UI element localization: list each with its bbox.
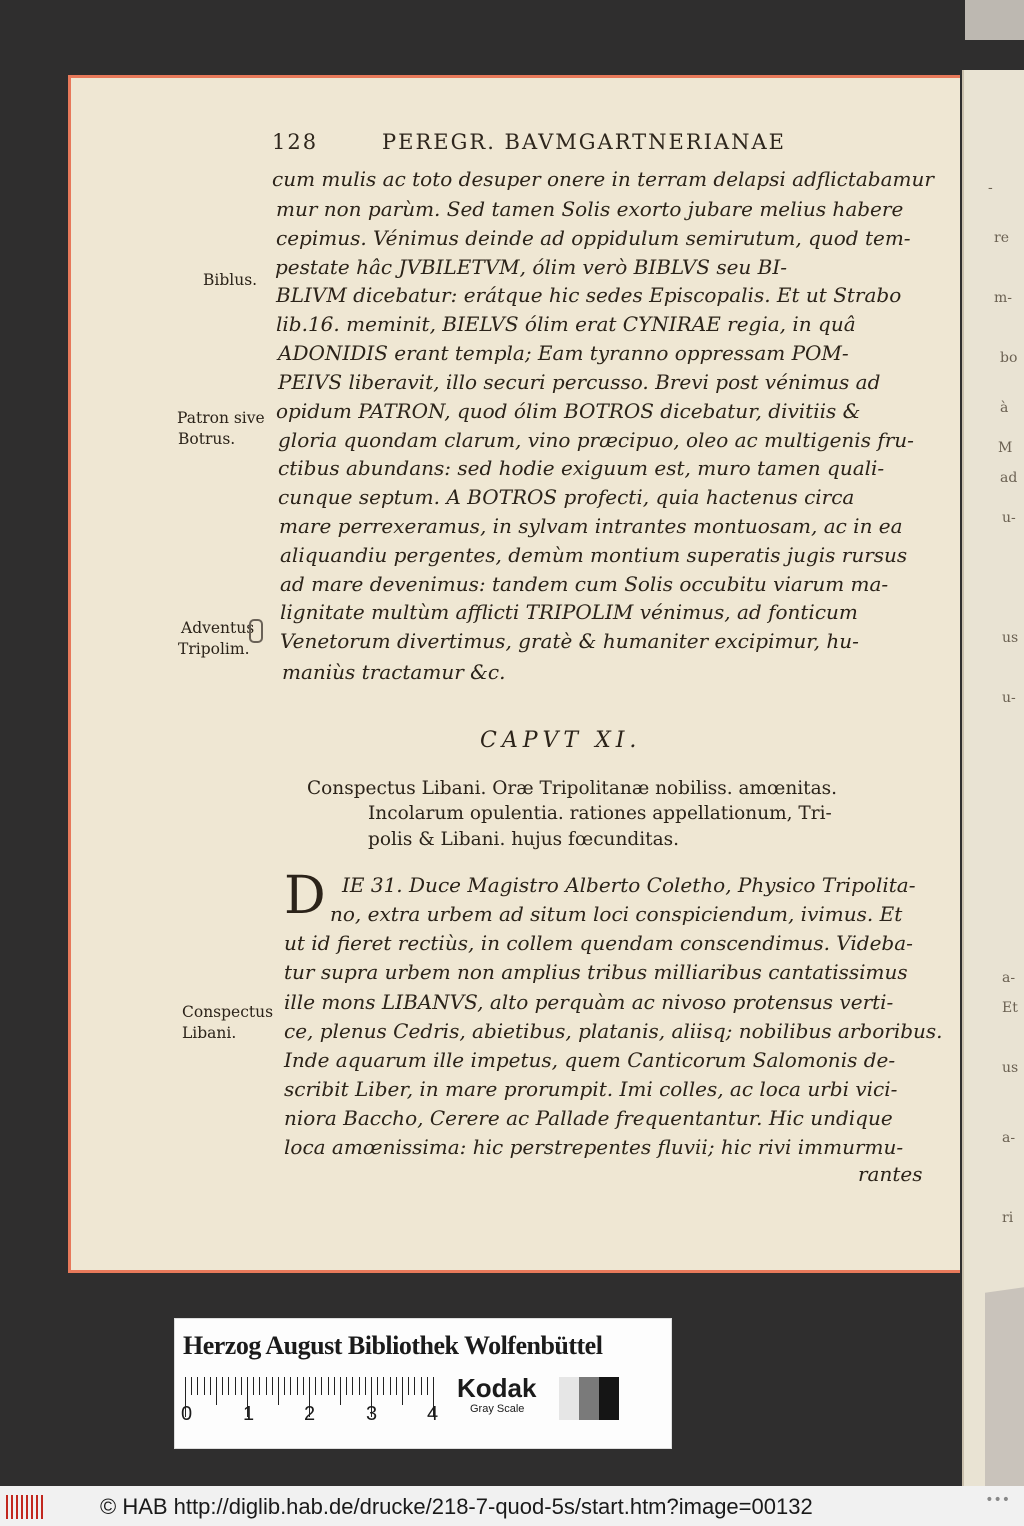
- drop-cap: D: [284, 866, 326, 926]
- chapter-line: tur supra urbem non amplius tribus milliaribus cantatissimus: [284, 960, 908, 984]
- margin-note-tripolim: Tripolim.: [178, 640, 250, 658]
- ruler-tick: [340, 1377, 341, 1405]
- chapter-line: no, extra urbem ad situm loci conspiciendum, ivimus. Et: [330, 902, 903, 926]
- tape-top: [965, 0, 1024, 40]
- gray-swatch-dark: [599, 1377, 619, 1420]
- ruler-tick: [315, 1377, 316, 1395]
- scale-number: 3: [366, 1403, 378, 1425]
- gray-scale-label: Gray Scale: [470, 1403, 525, 1415]
- scale-number: 1: [243, 1403, 255, 1425]
- body-line: mare perrexeramus, in sylvam intrantes montuosam, ac in ea: [279, 514, 903, 538]
- ruler-tick: [414, 1377, 415, 1395]
- chapter-line: ut id fieret rectiùs, in collem quendam conscendimus. Videba-: [284, 931, 913, 955]
- ruler-tick: [191, 1377, 192, 1395]
- body-line: lignitate multùm afflicti TRIPOLIM vénimus, ad fonticum: [280, 600, 858, 624]
- ruler-tick: [321, 1377, 322, 1395]
- body-line: Venetorum divertimus, gratè & humaniter excipimur, hu-: [280, 629, 859, 653]
- more-icon: •••: [985, 1492, 1010, 1508]
- body-line: lib.16. meminit, BIELVS ólim erat CYNIRAE regia, in quâ: [276, 312, 856, 336]
- body-line: aliquandiu pergentes, demùm montium superatis jugis rursus: [280, 543, 908, 567]
- body-line: ADONIDIS erant templa; Eam tyranno oppressam POM-: [278, 341, 849, 365]
- ruler-tick: [346, 1377, 347, 1395]
- ruler-tick: [334, 1377, 335, 1395]
- ruler-tick: [390, 1377, 391, 1395]
- body-line: gloria quondam clarum, vino præcipuo, oleo ac multigenis fru-: [278, 428, 914, 452]
- kodak-brand: Kodak: [457, 1373, 537, 1403]
- margin-note-botrus: Botrus.: [178, 430, 236, 448]
- ruler-tick: [359, 1377, 360, 1395]
- body-line: pestate hâc JVBILETVM, ólim verò BIBLVS seu BI-: [275, 255, 788, 279]
- chapter-summary-line: Incolarum opulentia. rationes appellationum, Tri-: [368, 803, 832, 824]
- ruler-tick: [266, 1377, 267, 1395]
- color-calibration-bar: [174, 1318, 672, 1449]
- ruler-tick: [197, 1377, 198, 1395]
- ruler-tick: [284, 1377, 285, 1395]
- scale-number: 2: [304, 1403, 316, 1425]
- gray-swatch-mid: [579, 1377, 599, 1420]
- chapter-line: scribit Liber, in mare prorumpit. Imi colles, ac loca urbi vici-: [284, 1077, 898, 1101]
- ruler-tick: [210, 1377, 211, 1395]
- body-line: ad mare devenimus: tandem cum Solis occubitu viarum ma-: [280, 572, 889, 596]
- ruler-tick: [235, 1377, 236, 1395]
- ruler-tick: [377, 1377, 378, 1395]
- library-name: Herzog August Bibliothek Wolfenbüttel: [183, 1331, 603, 1360]
- ruler-tick: [216, 1377, 217, 1405]
- chapter-line: loca amœnissima: hic perstrepentes fluvii; hic rivi immurmu-: [284, 1135, 904, 1159]
- ruler-tick: [278, 1377, 279, 1405]
- ruler-tick: [303, 1377, 304, 1395]
- margin-note-biblus: Biblus.: [203, 271, 258, 289]
- ruler-tick: [241, 1377, 242, 1395]
- ink-seal-mark: [249, 619, 263, 643]
- chapter-line: Inde aquarum ille impetus, quem Canticorum Salomonis de-: [284, 1048, 896, 1072]
- body-line: BLIVM dicebatur: erátque hic sedes Episcopalis. Et ut Strabo: [276, 283, 902, 307]
- tape-bottom: [985, 1287, 1024, 1492]
- ruler-tick: [290, 1377, 291, 1395]
- body-line: PEIVS liberavit, illo securi percusso. Brevi post vénimus ad: [278, 370, 881, 394]
- facing-page-edge: - re m- bo à M ad u- us u- a- Et us a- ri: [962, 70, 1024, 1500]
- ruler-tick: [396, 1377, 397, 1395]
- margin-note-conspectus: Conspectus: [182, 1003, 274, 1021]
- scale-number: 0: [181, 1403, 193, 1425]
- chapter-line: ille mons LIBANVS, alto perquàm ac nivoso protensus verti-: [284, 990, 894, 1014]
- footer-bar: [0, 1486, 1024, 1526]
- ruler-tick: [328, 1377, 329, 1395]
- body-line: cum mulis ac toto desuper onere in terram delapsi adflictabamur: [272, 167, 934, 191]
- body-line: mur non parùm. Sed tamen Solis exorto jubare melius habere: [276, 197, 904, 221]
- ruler-tick: [297, 1377, 298, 1395]
- ruler-tick: [253, 1377, 254, 1395]
- ruler-tick: [365, 1377, 366, 1395]
- body-line: opidum PATRON, quod ólim BOTROS dicebatur, divitiis &: [276, 399, 861, 423]
- ruler-tick: [352, 1377, 353, 1395]
- ruler-tick: [402, 1377, 403, 1405]
- margin-note-libani: Libani.: [182, 1024, 237, 1042]
- running-header: [272, 130, 922, 158]
- footer-url[interactable]: © HAB http://diglib.hab.de/drucke/218-7-quod-5s/start.htm?image=00132: [100, 1494, 813, 1519]
- chapter-summary-line: polis & Libani. hujus fœcunditas.: [368, 829, 679, 850]
- body-line: cepimus. Vénimus deinde ad oppidulum semirutum, quod tem-: [276, 226, 911, 250]
- ruler-tick: [272, 1377, 273, 1395]
- chapter-summary-line: Conspectus Libani. Oræ Tripolitanæ nobiliss. amœnitas.: [307, 778, 838, 799]
- catchword: rantes: [858, 1162, 923, 1186]
- chapter-line: ce, plenus Cedris, abietibus, platanis, aliisq; nobilibus arboribus.: [284, 1019, 943, 1043]
- ruler-tick: [259, 1377, 260, 1395]
- ruler-tick: [427, 1377, 428, 1395]
- hab-logo-icon: [6, 1495, 46, 1519]
- gray-swatch-light: [559, 1377, 579, 1420]
- chapter-line: IE 31. Duce Magistro Alberto Coletho, Physico Tripolita-: [342, 873, 916, 897]
- body-line: cunque septum. A BOTROS profecti, quia hactenus circa: [278, 485, 855, 509]
- ruler-tick: [222, 1377, 223, 1395]
- ruler-tick: [383, 1377, 384, 1395]
- chapter-heading: CAPVT XI.: [480, 728, 642, 753]
- chapter-line: niora Baccho, Cerere ac Pallade frequentantur. Hic undique: [284, 1106, 893, 1130]
- ruler-tick: [228, 1377, 229, 1395]
- ruler-tick: [408, 1377, 409, 1395]
- ruler-tick: [421, 1377, 422, 1395]
- margin-note-adventus: Adventus: [181, 619, 255, 637]
- margin-note-patron: Patron sive: [177, 409, 265, 427]
- ruler-tick: [204, 1377, 205, 1395]
- body-line: ctibus abundans: sed hodie exiguum est, muro tamen quali-: [278, 456, 885, 480]
- body-line: maniùs tractamur &c.: [282, 660, 506, 684]
- scale-number: 4: [427, 1403, 439, 1425]
- running-title: PEREGR. BAVMGARTNERIANAE: [382, 130, 786, 154]
- page-number: 128: [272, 130, 319, 154]
